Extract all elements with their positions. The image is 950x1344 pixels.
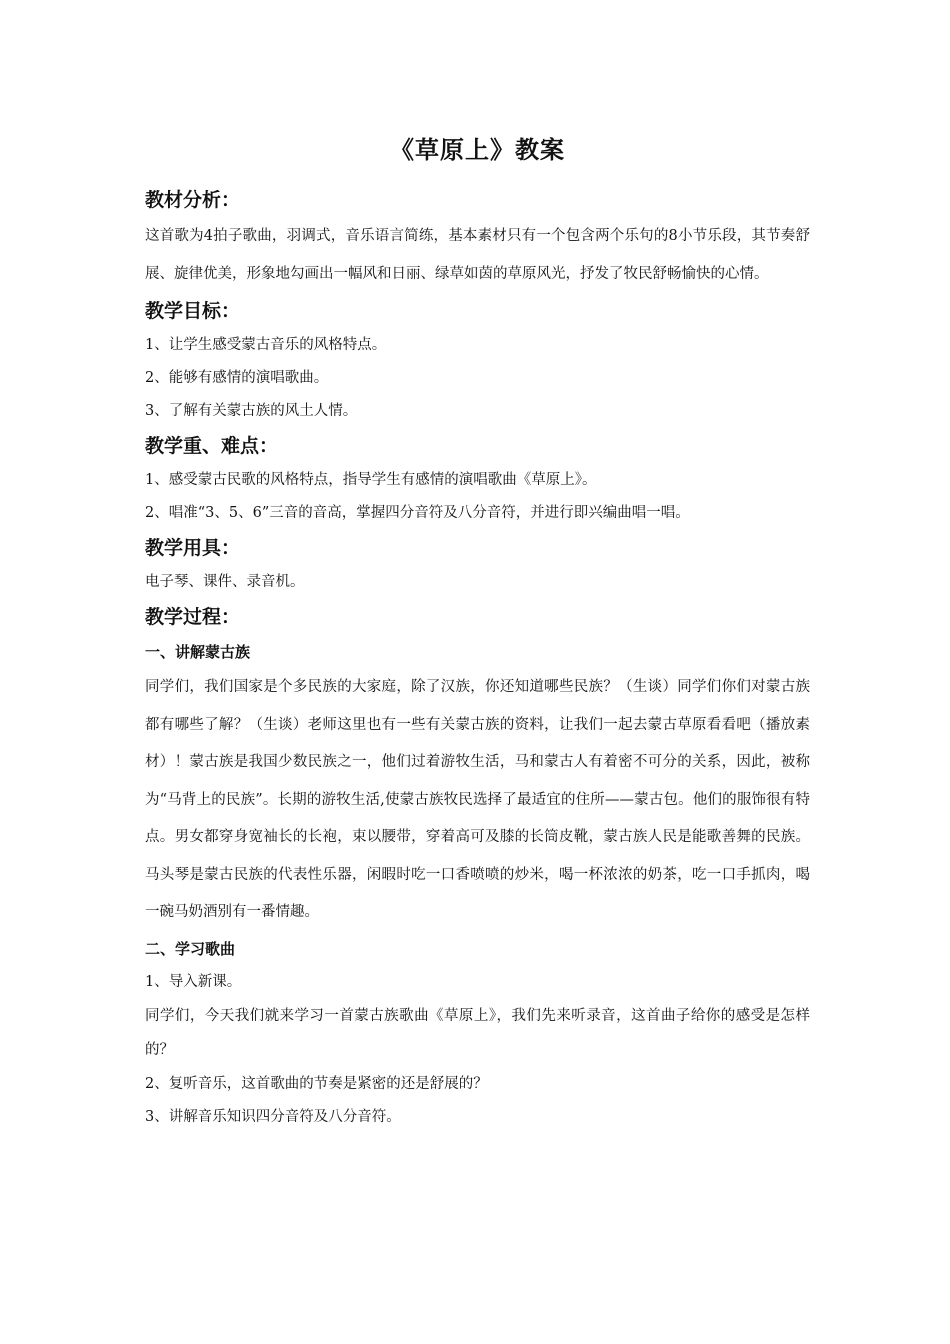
- step-item: 1、导入新课。: [145, 973, 242, 990]
- goal-item: 3、了解有关蒙古族的风土人情。: [145, 403, 358, 419]
- tools-text: 电子琴、课件、录音机。: [145, 574, 305, 590]
- step-item: 3、讲解音乐知识四分音符及八分音符。: [145, 1108, 401, 1125]
- analysis-paragraph: 这首歌为4拍子歌曲，羽调式，音乐语言简练，基本素材只有一个包含两个乐句的8小节乐段，其节奏舒展、旋律优美，形象地勾画出一幅风和日丽、绿草如茵的草原风光，抒发了牧民舒畅愉快的心情。: [145, 228, 810, 282]
- document-page: [145, 128, 810, 1134]
- goal-item: 2、能够有感情的演唱歌曲。: [145, 370, 329, 386]
- sub-heading-part2: 二、学习歌曲: [145, 939, 236, 958]
- section-heading-key-points: 教学重、难点：: [145, 435, 279, 457]
- section-heading-goals: 教学目标：: [145, 300, 241, 322]
- step1-paragraph: 同学们，今天我们就来学习一首蒙古族歌曲《草原上》，我们先来听录音，这首曲子给你的感受是怎样的？: [145, 1007, 810, 1058]
- key-point-item: 1、感受蒙古民歌的风格特点，指导学生有感情的演唱歌曲《草原上》。: [145, 472, 597, 488]
- key-point-item: 2、唱准“3、5、6”三音的音高，掌握四分音符及八分音符，并进行即兴编曲唱一唱。: [145, 505, 690, 521]
- section-heading-analysis: 教材分析：: [145, 189, 241, 211]
- section-heading-process: 教学过程：: [145, 606, 241, 628]
- step-item: 2、复听音乐，这首歌曲的节奏是紧密的还是舒展的？: [145, 1075, 488, 1092]
- part1-paragraph: 同学们，我们国家是个多民族的大家庭，除了汉族，你还知道哪些民族？（生谈）同学们你们对蒙古族都有哪些了解？（生谈）老师这里也有一些有关蒙古族的资料，让我们一起去蒙古草原看看吧（播放素材）！蒙古族是我国少数民族之一，他们过着游牧生活，马和蒙古人有着密不可分的关系，因此，被称为“马背上的民族”。长期的游牧生活,使蒙古族牧民选择了最适宜的住所——蒙古包。他们的服饰很有特点。男女都穿身宽袖长的长袍，束以腰带，穿着高可及膝的长筒皮靴，蒙古族人民是能歌善舞的民族。马头琴是蒙古民族的代表性乐器，闲暇时吃一口香喷喷的炒米，喝一杯浓浓的奶茶，吃一口手抓肉，喝一碗马奶酒别有一番情趣。: [145, 679, 810, 920]
- section-heading-tools: 教学用具：: [145, 537, 241, 559]
- document-title: 《草原上》教案: [390, 136, 565, 164]
- sub-heading-part1: 一、讲解蒙古族: [145, 643, 251, 661]
- goal-item: 1、让学生感受蒙古音乐的风格特点。: [145, 337, 387, 353]
